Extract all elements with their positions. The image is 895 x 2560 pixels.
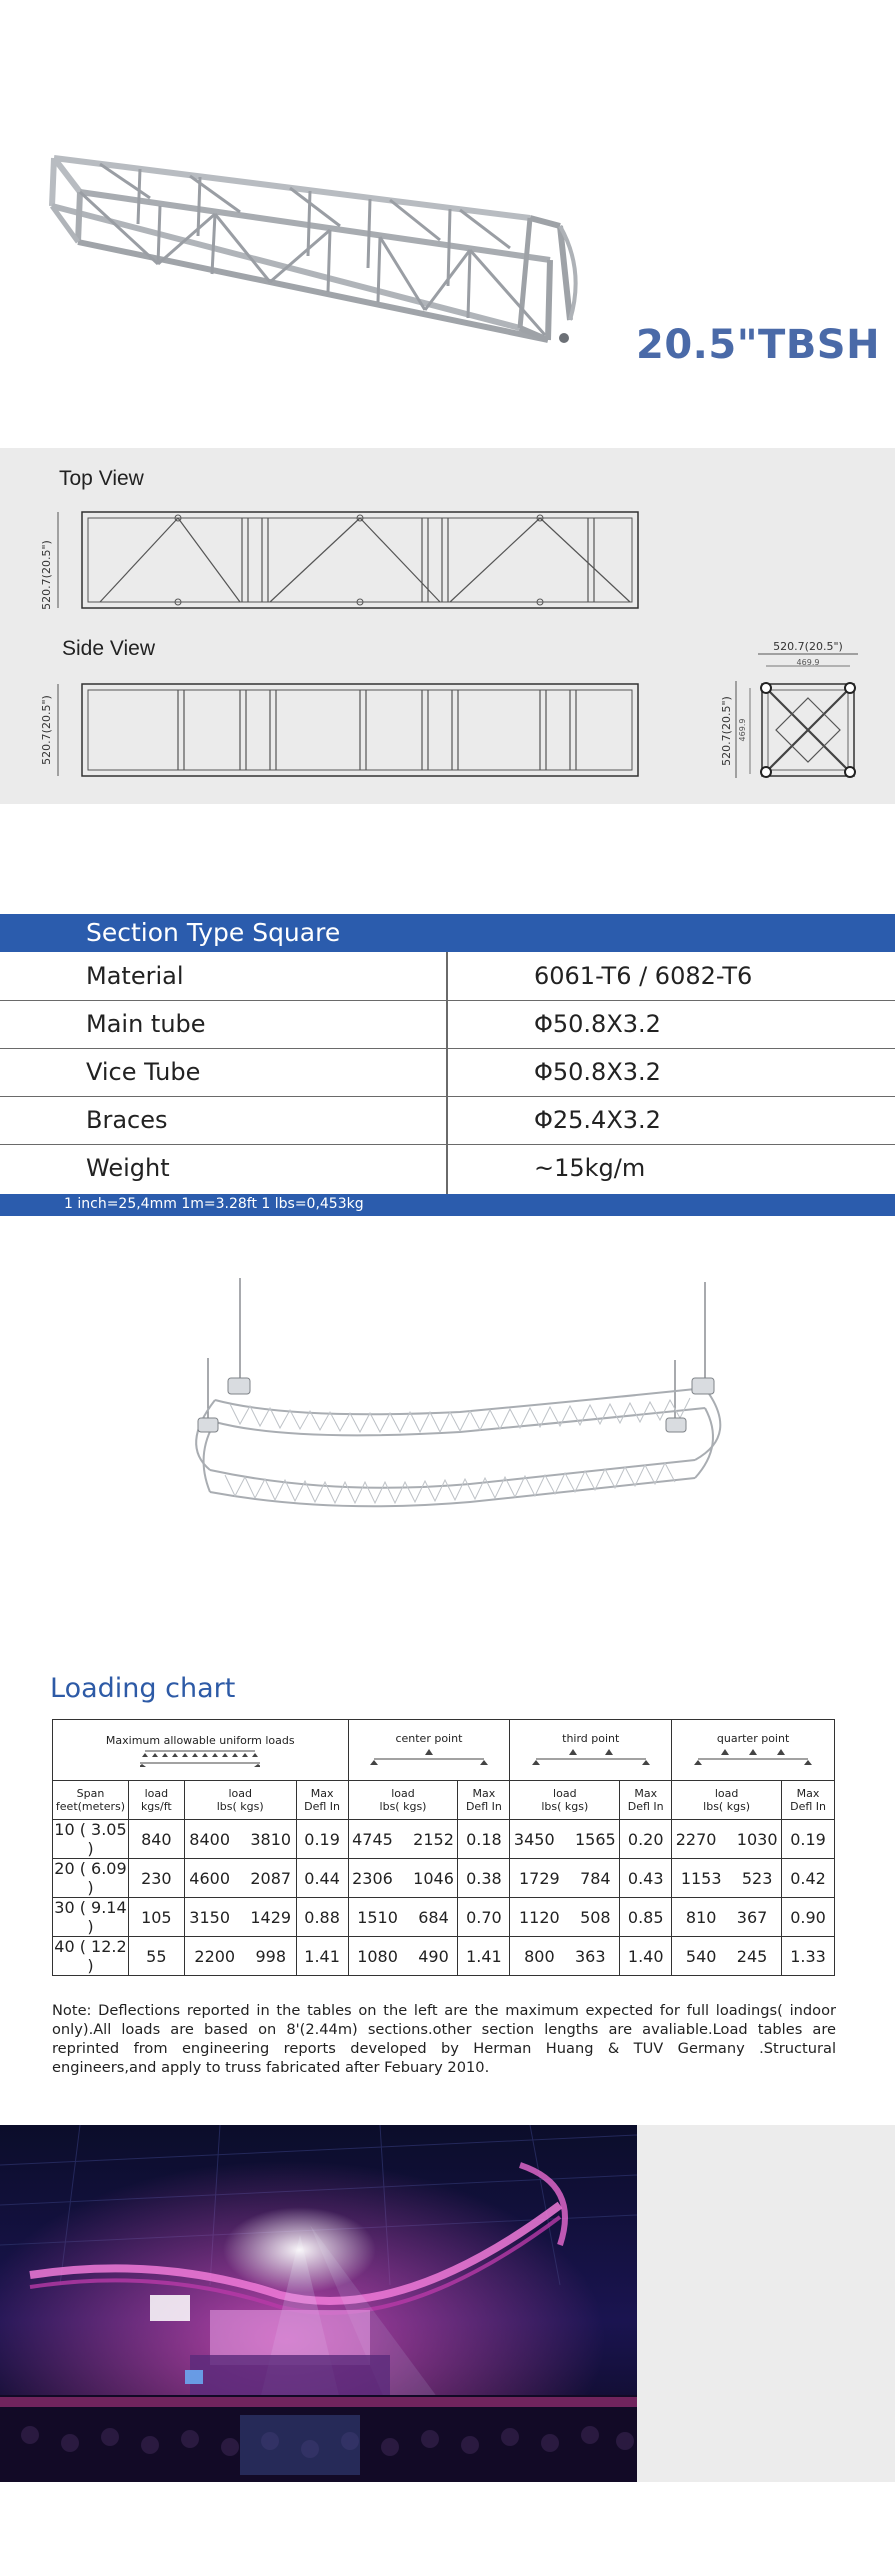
table-row bbox=[53, 1820, 835, 1859]
data-cell-pair: 1729 784 bbox=[510, 1859, 620, 1898]
data-cell-pair: 1120 508 bbox=[510, 1898, 620, 1937]
top-view-drawing bbox=[30, 500, 650, 615]
data-cell: 0.85 bbox=[620, 1898, 672, 1937]
data-cell: 0.38 bbox=[458, 1859, 510, 1898]
data-cell: 0.43 bbox=[620, 1859, 672, 1898]
span-cell: 20 ( 6.09 ) bbox=[54, 1859, 127, 1897]
data-cell-pair: 2270 1030 bbox=[672, 1820, 782, 1859]
data-cell-pair: 3450 1565 bbox=[510, 1820, 620, 1859]
group-header-row bbox=[53, 1720, 835, 1781]
data-cell-pair: 1153 523 bbox=[672, 1859, 782, 1898]
product-title: 20.5"TBSH bbox=[636, 322, 881, 368]
uniform-load-arrows-icon bbox=[140, 1747, 260, 1767]
sub-header-load-lbs: load lbs( kgs) bbox=[348, 1781, 458, 1820]
loading-chart-title: Loading chart bbox=[50, 1673, 236, 1704]
unit-conversion-bar bbox=[0, 1194, 895, 1216]
side-view-label: Side View bbox=[62, 637, 156, 660]
photo-side-panel bbox=[637, 2125, 895, 2482]
cross-section-drawing bbox=[708, 636, 868, 786]
table-row bbox=[53, 1898, 835, 1937]
center-point-load-icon bbox=[369, 1745, 489, 1767]
spec-column-divider bbox=[446, 952, 448, 1194]
spec-label: Braces bbox=[86, 1106, 168, 1134]
spec-value: Φ50.8X3.2 bbox=[534, 1058, 661, 1086]
unit-conversion-text: 1 inch=25,4mm 1m=3.28ft 1 lbs=0,453kg bbox=[64, 1196, 364, 1212]
spec-label: Vice Tube bbox=[86, 1058, 201, 1086]
section-inner-height-dimension: 469.9 bbox=[738, 718, 747, 742]
span-cell: 40 ( 12.2 ) bbox=[54, 1937, 127, 1975]
data-cell-pair: 1510 684 bbox=[348, 1898, 458, 1937]
data-cell: 1.41 bbox=[296, 1937, 348, 1976]
table-row bbox=[53, 1937, 835, 1976]
spec-header-bar bbox=[0, 914, 895, 952]
data-cell: 0.20 bbox=[620, 1820, 672, 1859]
loading-chart-note: Note: Deflections reported in the tables on the left are the maximum expected for full loadings( indoor only).All loads are based on 8'(2.44m) sections.other section lengths are avaliable.Load tables are reprinted from engineering reports developed by Herman Huang & TUV Germany .Structural engineers,and apply to truss fabricated after Febuary 2010. bbox=[52, 2002, 836, 2076]
group-uniform-loads bbox=[53, 1720, 349, 1781]
section-width-dimension: 520.7(20.5") bbox=[773, 640, 843, 653]
group-label: Maximum allowable uniform loads bbox=[105, 1734, 295, 1747]
group-third-point bbox=[510, 1720, 672, 1781]
data-cell: 0.19 bbox=[296, 1820, 348, 1859]
data-cell-pair: 8400 3810 bbox=[184, 1820, 296, 1859]
spec-row-weight bbox=[0, 1144, 895, 1194]
table-row bbox=[53, 1859, 835, 1898]
data-cell: 1.33 bbox=[782, 1937, 835, 1976]
side-view-drawing bbox=[30, 672, 650, 787]
data-cell: 840 bbox=[128, 1820, 184, 1859]
loading-chart-table bbox=[52, 1719, 835, 1976]
spec-row-main-tube bbox=[0, 1000, 895, 1049]
data-cell-pair: 540 245 bbox=[672, 1937, 782, 1976]
spec-value: ~15kg/m bbox=[534, 1154, 646, 1182]
data-cell: 0.88 bbox=[296, 1898, 348, 1937]
third-point-load-icon bbox=[531, 1745, 651, 1767]
top-view-dimension: 520.7(20.5") bbox=[40, 540, 53, 610]
spec-label: Main tube bbox=[86, 1010, 206, 1038]
spec-row-braces bbox=[0, 1096, 895, 1145]
data-cell-pair: 800 363 bbox=[510, 1937, 620, 1976]
data-cell-pair: 4745 2152 bbox=[348, 1820, 458, 1859]
data-cell: 0.44 bbox=[296, 1859, 348, 1898]
sub-header-max-defl: Max Defl In bbox=[782, 1781, 835, 1820]
data-cell-pair: 3150 1429 bbox=[184, 1898, 296, 1937]
sub-header-max-defl: Max Defl In bbox=[296, 1781, 348, 1820]
data-cell-pair: 2200 998 bbox=[184, 1937, 296, 1976]
data-cell: 1.40 bbox=[620, 1937, 672, 1976]
sub-header-load-lbs: load lbs( kgs) bbox=[184, 1781, 296, 1820]
sub-header-row bbox=[53, 1781, 835, 1820]
data-cell: 0.42 bbox=[782, 1859, 835, 1898]
spec-value: Φ25.4X3.2 bbox=[534, 1106, 661, 1134]
data-cell: 55 bbox=[128, 1937, 184, 1976]
data-cell: 0.90 bbox=[782, 1898, 835, 1937]
spec-label: Weight bbox=[86, 1154, 170, 1182]
data-cell: 105 bbox=[128, 1898, 184, 1937]
side-view-dimension: 520.7(20.5") bbox=[40, 695, 53, 765]
spec-value: 6061-T6 / 6082-T6 bbox=[534, 962, 753, 990]
spec-value: Φ50.8X3.2 bbox=[534, 1010, 661, 1038]
sub-header-span: Span feet(meters) bbox=[53, 1781, 129, 1820]
sub-header-max-defl: Max Defl In bbox=[458, 1781, 510, 1820]
truss-3d-illustration bbox=[40, 140, 600, 360]
group-center-point bbox=[348, 1720, 510, 1781]
truss-rig-illustration bbox=[170, 1270, 740, 1510]
section-inner-dimension: 469.9 bbox=[796, 658, 820, 667]
group-label: third point bbox=[562, 1732, 620, 1745]
data-cell-pair: 2306 1046 bbox=[348, 1859, 458, 1898]
data-cell: 230 bbox=[128, 1859, 184, 1898]
spec-label: Material bbox=[86, 962, 184, 990]
span-cell: 10 ( 3.05 ) bbox=[54, 1820, 127, 1858]
spec-header-title: Section Type Square bbox=[86, 918, 341, 947]
quarter-point-load-icon bbox=[693, 1745, 813, 1767]
data-cell: 1.41 bbox=[458, 1937, 510, 1976]
arena-event-photo bbox=[0, 2125, 637, 2482]
spec-row-material bbox=[0, 952, 895, 1001]
data-cell-pair: 810 367 bbox=[672, 1898, 782, 1937]
data-cell-pair: 1080 490 bbox=[348, 1937, 458, 1976]
sub-header-load-lbs: load lbs( kgs) bbox=[672, 1781, 782, 1820]
group-label: center point bbox=[395, 1732, 463, 1745]
data-cell-pair: 4600 2087 bbox=[184, 1859, 296, 1898]
section-height-dimension: 520.7(20.5") bbox=[720, 696, 733, 766]
data-cell: 0.70 bbox=[458, 1898, 510, 1937]
data-cell: 0.18 bbox=[458, 1820, 510, 1859]
sub-header-load-kgsft: load kgs/ft bbox=[128, 1781, 184, 1820]
group-quarter-point bbox=[672, 1720, 835, 1781]
data-cell: 0.19 bbox=[782, 1820, 835, 1859]
top-view-label: Top View bbox=[59, 467, 144, 490]
sub-header-max-defl: Max Defl In bbox=[620, 1781, 672, 1820]
spec-row-vice-tube bbox=[0, 1048, 895, 1097]
sub-header-load-lbs: load lbs( kgs) bbox=[510, 1781, 620, 1820]
group-label: quarter point bbox=[716, 1732, 790, 1745]
span-cell: 30 ( 9.14 ) bbox=[54, 1898, 127, 1936]
